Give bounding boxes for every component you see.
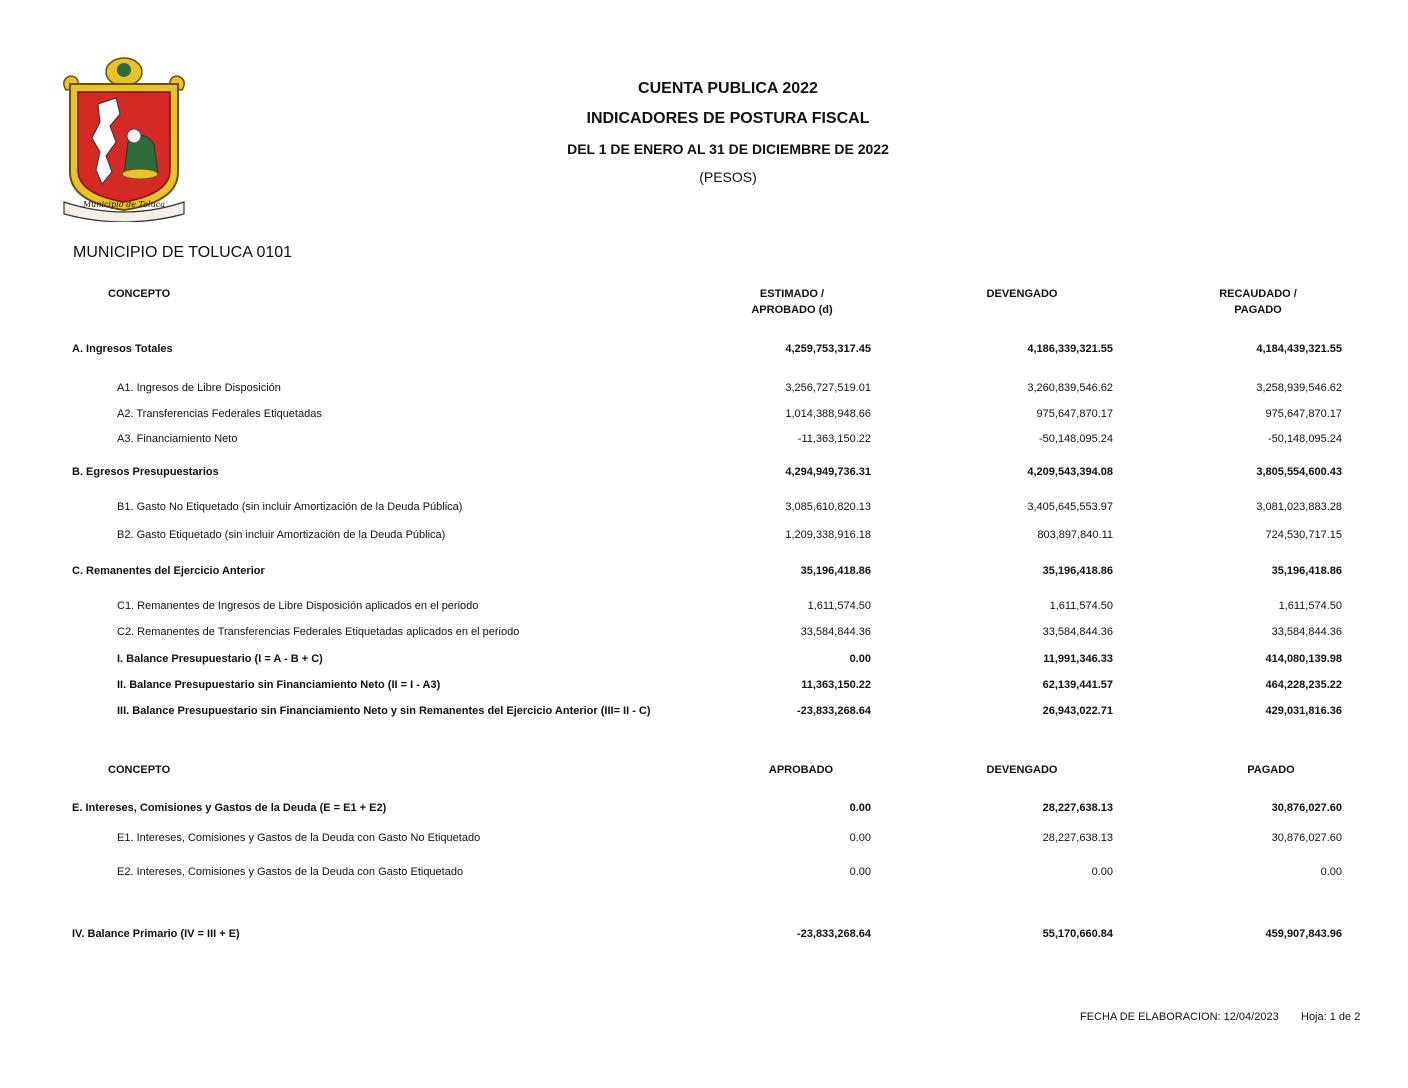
row-value-estimado: -11,363,150.22 <box>797 433 871 445</box>
row-value-devengado: 975,647,870.17 <box>1036 408 1113 420</box>
row-value-pagado: 30,876,027.60 <box>1271 802 1342 814</box>
row-value-devengado: 26,943,022.71 <box>1042 705 1113 717</box>
table-row <box>0 380 1408 396</box>
table2-header-devengado: DEVENGADO <box>986 764 1058 776</box>
table-row <box>0 464 1408 480</box>
row-label: II. Balance Presupuestario sin Financiamiento Neto (II = I - A3) <box>117 679 441 691</box>
row-value-pagado: 30,876,027.60 <box>1271 832 1342 844</box>
row-value-estimado: 33,584,844.36 <box>800 626 871 638</box>
row-value-recaudado: 33,584,844.36 <box>1271 626 1342 638</box>
row-value-estimado: 1,611,574.50 <box>807 600 871 612</box>
row-value-devengado: 28,227,638.13 <box>1042 832 1113 844</box>
row-value-devengado: 11,991,346.33 <box>1043 653 1113 665</box>
row-value-estimado: 4,259,753,317.45 <box>785 343 871 355</box>
row-value-aprobado: -23,833,268.64 <box>796 928 871 940</box>
row-value-aprobado: 0.00 <box>849 832 871 844</box>
row-value-devengado: 33,584,844.36 <box>1042 626 1113 638</box>
row-value-estimado: 11,363,150.22 <box>801 679 871 691</box>
table1-header-col1-line1: ESTIMADO / <box>759 288 825 300</box>
row-value-estimado: 1,209,338,916.18 <box>785 529 871 541</box>
row-label: I. Balance Presupuestario (I = A - B + C) <box>117 653 323 665</box>
row-value-pagado: 0.00 <box>1320 866 1342 878</box>
table-row <box>0 341 1408 357</box>
table1-header-concepto: CONCEPTO <box>108 288 171 300</box>
row-value-estimado: 0.00 <box>849 653 871 665</box>
table-row <box>0 800 1408 816</box>
table-row <box>0 703 1408 737</box>
row-value-estimado: 4,294,949,736.31 <box>785 466 871 478</box>
row-value-aprobado: 0.00 <box>849 866 871 878</box>
table-row <box>0 624 1408 640</box>
row-label: E1. Intereses, Comisiones y Gastos de la Deuda con Gasto No Etiquetado <box>117 832 481 844</box>
logo-ribbon-text: Municipio de Toluca <box>82 200 166 209</box>
row-value-estimado: -23,833,268.64 <box>796 705 871 717</box>
row-value-recaudado: 3,805,554,600.43 <box>1256 466 1342 478</box>
table1-header-recaudado-pagado <box>1178 286 1338 318</box>
row-label: B2. Gasto Etiquetado (sin incluir Amortización de la Deuda Pública) <box>117 529 446 541</box>
report-period: DEL 1 DE ENERO AL 31 DE DICIEMBRE DE 2022 <box>567 141 889 157</box>
row-value-devengado: 3,260,839,546.62 <box>1027 382 1113 394</box>
table-row <box>0 926 1408 942</box>
row-label: III. Balance Presupuestario sin Financiamiento Neto y sin Remanentes del Ejercicio Anterior (III= II - C) <box>117 705 651 717</box>
table2-header-concepto: CONCEPTO <box>108 764 171 776</box>
table1-header-devengado: DEVENGADO <box>986 288 1058 300</box>
row-label: B. Egresos Presupuestarios <box>72 466 219 478</box>
row-label: C1. Remanentes de Ingresos de Libre Disposición aplicados en el periodo <box>117 600 479 612</box>
row-label: E. Intereses, Comisiones y Gastos de la Deuda (E = E1 + E2) <box>72 802 387 814</box>
row-label: C2. Remanentes de Transferencias Federales Etiquetadas aplicados en el periodo <box>117 626 520 638</box>
table-row <box>0 864 1408 880</box>
table-row <box>0 431 1408 447</box>
row-value-devengado: 1,611,574.50 <box>1049 600 1113 612</box>
row-value-estimado: 35,196,418.86 <box>800 565 871 577</box>
page-number: Hoja: 1 de 2 <box>1301 1011 1361 1023</box>
row-value-recaudado: 3,258,939,546.62 <box>1256 382 1342 394</box>
row-label: A3. Financiamiento Neto <box>117 433 238 445</box>
fecha-elaboracion: FECHA DE ELABORACION: 12/04/2023 <box>1080 1011 1279 1023</box>
row-value-recaudado: -50,148,095.24 <box>1267 433 1342 445</box>
report-subtitle: INDICADORES DE POSTURA FISCAL <box>586 110 870 127</box>
row-value-estimado: 3,085,610,820.13 <box>785 501 871 513</box>
table1-header-col3-line2: PAGADO <box>1234 304 1282 316</box>
table1-header-col1-line2: APROBADO (d) <box>751 304 833 316</box>
row-value-devengado: 803,897,840.11 <box>1037 529 1113 541</box>
row-label: A1. Ingresos de Libre Disposición <box>117 382 281 394</box>
row-value-recaudado: 429,031,816.36 <box>1265 705 1342 717</box>
row-value-devengado: 35,196,418.86 <box>1042 565 1113 577</box>
row-label: C. Remanentes del Ejercicio Anterior <box>72 565 265 577</box>
row-value-devengado: 4,209,543,394.08 <box>1027 466 1113 478</box>
entity-name: MUNICIPIO DE TOLUCA 0101 <box>73 244 293 261</box>
table-row <box>0 677 1408 693</box>
row-value-estimado: 3,256,727,519.01 <box>785 382 871 394</box>
row-label: E2. Intereses, Comisiones y Gastos de la Deuda con Gasto Etiquetado <box>117 866 464 878</box>
report-title: CUENTA PUBLICA 2022 <box>638 80 818 97</box>
row-value-devengado: 3,405,645,553.97 <box>1027 501 1113 513</box>
row-value-pagado: 459,907,843.96 <box>1265 928 1342 940</box>
row-value-devengado: 4,186,339,321.55 <box>1027 343 1113 355</box>
row-value-recaudado: 4,184,439,321.55 <box>1256 343 1342 355</box>
row-value-devengado: 55,170,660.84 <box>1042 928 1113 940</box>
row-value-estimado: 1,014,388,948.66 <box>785 408 871 420</box>
row-label: B1. Gasto No Etiquetado (sin incluir Amortización de la Deuda Pública) <box>117 501 463 513</box>
row-value-recaudado: 3,081,023,883.28 <box>1256 501 1342 513</box>
row-value-recaudado: 1,611,574.50 <box>1278 600 1342 612</box>
row-value-recaudado: 35,196,418.86 <box>1271 565 1342 577</box>
row-value-devengado: 28,227,638.13 <box>1042 802 1113 814</box>
table-row <box>0 563 1408 579</box>
table2-header-pagado: PAGADO <box>1247 764 1295 776</box>
report-units: (PESOS) <box>699 169 757 185</box>
table-row <box>0 527 1408 543</box>
table2-header-aprobado: APROBADO <box>768 764 834 776</box>
table-row <box>0 651 1408 667</box>
row-value-recaudado: 414,080,139.98 <box>1265 653 1342 665</box>
row-value-recaudado: 464,228,235.22 <box>1265 679 1342 691</box>
table-row <box>0 598 1408 614</box>
row-value-recaudado: 975,647,870.17 <box>1265 408 1342 420</box>
table1-header-estimado-aprobado <box>712 286 872 318</box>
row-label: A. Ingresos Totales <box>72 343 173 355</box>
table-row <box>0 499 1408 515</box>
row-value-recaudado: 724,530,717.15 <box>1265 529 1342 541</box>
row-value-devengado: -50,148,095.24 <box>1038 433 1113 445</box>
municipio-coat-of-arms-logo <box>58 52 190 222</box>
row-value-devengado: 62,139,441.57 <box>1042 679 1113 691</box>
row-value-aprobado: 0.00 <box>849 802 871 814</box>
row-label: IV. Balance Primario (IV = III + E) <box>72 928 240 940</box>
row-label: A2. Transferencias Federales Etiquetadas <box>117 408 322 420</box>
table-row <box>0 406 1408 422</box>
table-row <box>0 830 1408 846</box>
table1-header-col3-line1: RECAUDADO / <box>1219 288 1297 300</box>
row-value-devengado: 0.00 <box>1091 866 1113 878</box>
